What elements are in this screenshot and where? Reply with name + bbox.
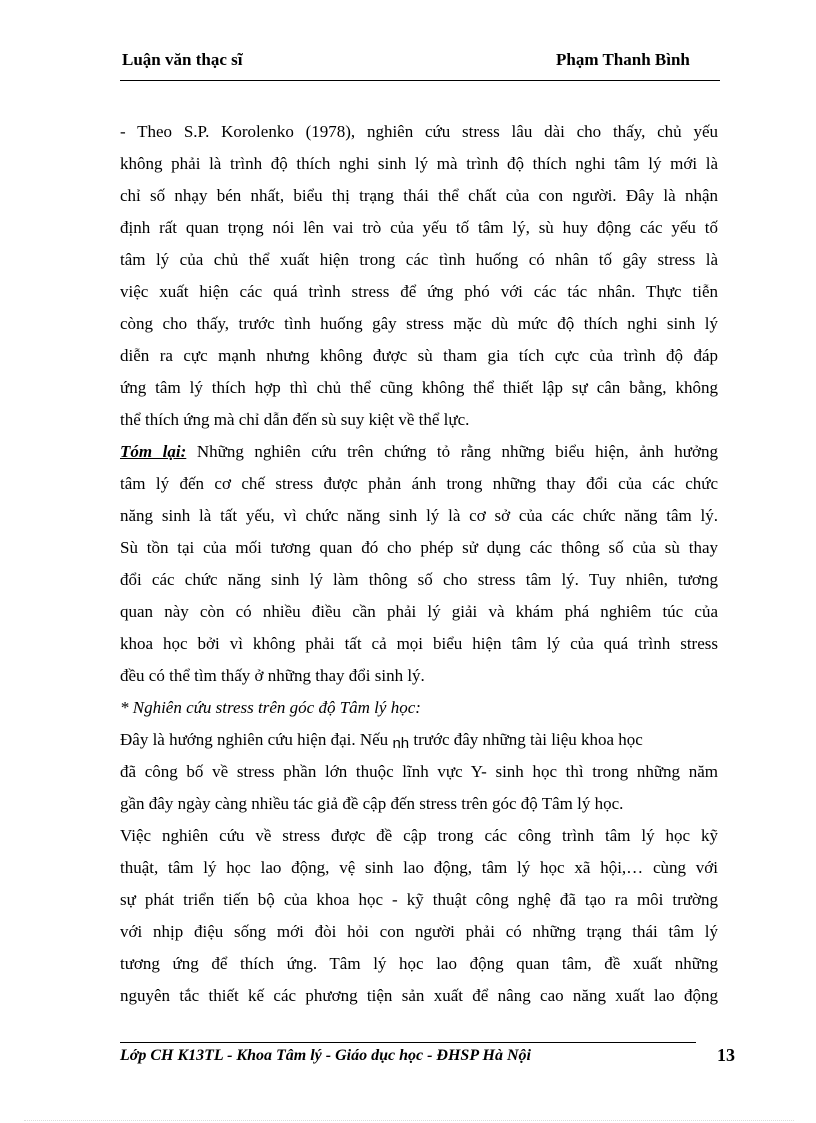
body-line: đều có thể tìm thấy ở những thay đổi sinh lý. <box>120 666 425 685</box>
body-line: năng sinh là tất yếu, vì chức năng sinh lý là cơ sở của các chức năng tâm lý. <box>120 506 718 525</box>
body-line: thuật, tâm lý học lao động, vệ sinh lao động, tâm lý học xã hội,… cùng với <box>120 858 718 877</box>
body-line: ứng tâm lý thích hợp thì chủ thể cũng không thể thiết lập sự cân bằng, không <box>120 378 718 397</box>
body-line-text: Những nghiên cứu trên chứng tỏ rằng những biểu hiện, ảnh hưởng <box>186 442 719 461</box>
section-heading: * Nghiên cứu stress trên góc độ Tâm lý học: <box>120 698 421 717</box>
body-line: Sù tồn tại của mối tương quan đó cho phép sử dụng các thông số của sù thay <box>120 538 718 557</box>
body-line: - Theo S.P. Korolenko (1978), nghiên cứu stress lâu dài cho thấy, chủ yếu <box>120 122 718 141</box>
page-number: 13 <box>717 1045 735 1065</box>
header-rule <box>120 80 720 81</box>
page-edge-divider <box>24 1120 794 1121</box>
page-body <box>120 116 718 1012</box>
body-line: thể thích ứng mà chỉ dẫn đến sù suy kiệt về thể lực. <box>120 410 470 429</box>
body-line: tâm lý đến cơ chế stress được phản ánh trong những thay đổi của các chức <box>120 474 718 493</box>
body-line: diễn ra cực mạnh nhưng không được sù tham gia tích cực của trình độ đáp <box>120 346 718 365</box>
body-line: tâm lý của chủ thể xuất hiện trong các tình huống có nhân tố gây stress là <box>120 250 718 269</box>
body-line: đổi các chức năng sinh lý làm thông số cho stress tâm lý. Tuy nhiên, tương <box>120 570 718 589</box>
body-line: khoa học bởi vì không phải tất cả mọi biểu hiện tâm lý của quá trình stress <box>120 634 718 653</box>
footer-text: Lớp CH K13TL - Khoa Tâm lý - Giáo dục học - ĐHSP Hà Nội <box>120 1047 531 1064</box>
body-line: còng cho thấy, trước tình huống gây stress mặc dù mức độ thích nghi sinh lý <box>120 314 718 333</box>
body-line: đã công bố về stress phần lớn thuộc lĩnh vực Y- sinh học thì trong những năm <box>120 762 718 781</box>
body-line-text: Đây là hướng nghiên cứu hiện đại. Nếu <box>120 730 393 749</box>
body-line: tương ứng để thích ứng. Tâm lý học lao động quan tâm, đề xuất những <box>120 954 718 973</box>
body-line: nguyên tắc thiết kế các phương tiện sản xuất để nâng cao năng xuất lao động <box>120 986 718 1005</box>
body-line: chỉ số nhạy bén nhất, biểu thị trạng thái thể chất của con người. Đây là nhận <box>120 186 718 205</box>
summary-term: Tóm lại: <box>120 442 187 461</box>
body-line: quan này còn có nhiều điều cần phải lý giải và khám phá nghiêm túc của <box>120 602 718 621</box>
body-line: việc xuất hiện các quá trình stress để ứng phó với các tác nhân. Thực tiễn <box>120 282 718 301</box>
footer-rule <box>120 1042 696 1043</box>
summary-first-line <box>120 436 718 468</box>
header-left-title: Luận văn thạc sĩ <box>122 50 243 69</box>
body-line-text: trước đây những tài liệu khoa học <box>409 730 643 749</box>
body-line: gần đây ngày càng nhiều tác giả đề cập đến stress trên góc độ Tâm lý học. <box>120 794 624 813</box>
body-line: sự phát triển tiến bộ của khoa học - kỹ thuật công nghệ đã tạo ra môi trường <box>120 890 718 909</box>
body-line: với nhịp điệu sống mới đòi hỏi con người phải có những trạng thái tâm lý <box>120 922 718 941</box>
body-line <box>120 724 718 756</box>
stray-mark: nh <box>392 735 410 752</box>
body-line: không phải là trình độ thích nghi sinh lý mà trình độ thích nghi tâm lý mới là <box>120 154 718 173</box>
body-line: Việc nghiên cứu về stress được đề cập trong các công trình tâm lý học kỹ <box>120 826 718 845</box>
body-line: định rất quan trọng nói lên vai trò của yếu tố tâm lý, sù huy động các yếu tố <box>120 218 718 237</box>
header-author: Phạm Thanh Bình <box>556 50 690 69</box>
